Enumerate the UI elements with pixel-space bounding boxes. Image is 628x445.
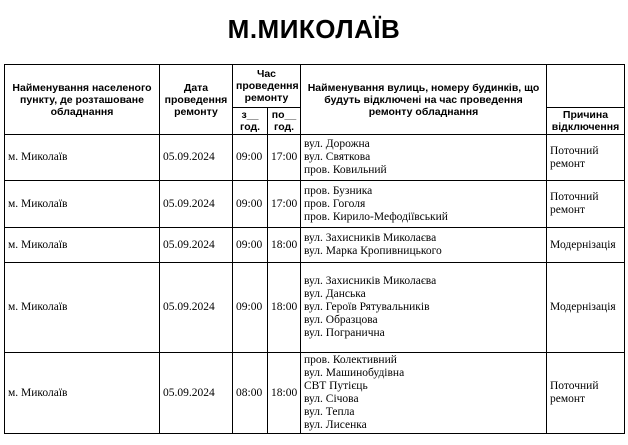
- cell-streets: [301, 263, 547, 353]
- street-item: вул. Захисників Миколаєва: [304, 232, 437, 244]
- header-time: Час проведення ремонту: [233, 65, 301, 108]
- cell-reason: Модернізація: [547, 263, 625, 353]
- street-item: вул. Лисенка: [304, 419, 367, 431]
- cell-reason: Поточний ремонт: [547, 353, 625, 434]
- cell-time-from: 09:00: [233, 228, 268, 263]
- table-row: [5, 181, 625, 228]
- cell-time-from: 09:00: [233, 263, 268, 353]
- street-item: вул. Машинобудівна: [304, 367, 405, 379]
- table-row: [5, 353, 625, 434]
- cell-date: 05.09.2024: [160, 181, 233, 228]
- cell-streets: [301, 135, 547, 181]
- street-item: вул. Дорожна: [304, 138, 370, 150]
- street-item: пров. Гоголя: [304, 197, 366, 210]
- cell-settlement: м. Миколаїв: [5, 263, 160, 353]
- cell-time-from: 09:00: [233, 135, 268, 181]
- street-item: вул. Героїв Рятувальників: [304, 301, 430, 313]
- cell-time-from: 08:00: [233, 353, 268, 434]
- cell-date: 05.09.2024: [160, 263, 233, 353]
- header-reason: Причина відключення: [547, 108, 625, 135]
- cell-reason: Поточний ремонт: [547, 181, 625, 228]
- street-item: вул. Захисників Миколаєва: [304, 275, 437, 287]
- cell-settlement: м. Миколаїв: [5, 353, 160, 434]
- cell-reason: Поточний ремонт: [547, 135, 625, 181]
- cell-streets: [301, 181, 547, 228]
- cell-time-to: 18:00: [268, 353, 301, 434]
- cell-time-from: 09:00: [233, 181, 268, 228]
- header-time-from: з__ год.: [233, 108, 268, 135]
- header-settlement: Найменування населеного пункту, де розташоване обладнання: [5, 65, 160, 135]
- cell-time-to: 17:00: [268, 181, 301, 228]
- cell-settlement: м. Миколаїв: [5, 228, 160, 263]
- street-item: вул. Данська: [304, 288, 366, 300]
- cell-date: 05.09.2024: [160, 228, 233, 263]
- table-row: [5, 228, 625, 263]
- street-item: пров. Бузника: [304, 184, 373, 197]
- header-reason-blank: [547, 65, 625, 108]
- cell-time-to: 18:00: [268, 263, 301, 353]
- header-time-to: по__ год.: [268, 108, 301, 135]
- street-item: СВТ Путієць: [304, 380, 368, 392]
- street-item: вул. Марка Кропивницького: [304, 245, 442, 257]
- header-date: Дата проведення ремонту: [160, 65, 233, 135]
- cell-time-to: 17:00: [268, 135, 301, 181]
- street-item: пров. Колективний: [304, 354, 397, 366]
- outage-schedule-table: [4, 64, 625, 434]
- street-item: вул. Погранична: [304, 327, 385, 339]
- street-item: пров. Ковильний: [304, 164, 387, 176]
- table-row: [5, 135, 625, 181]
- cell-streets: [301, 228, 547, 263]
- cell-date: 05.09.2024: [160, 135, 233, 181]
- cell-time-to: 18:00: [268, 228, 301, 263]
- street-item: вул. Січова: [304, 393, 359, 405]
- table-row: [5, 263, 625, 353]
- street-item: вул. Святкова: [304, 151, 371, 163]
- cell-date: 05.09.2024: [160, 353, 233, 434]
- street-item: вул. Тепла: [304, 406, 355, 418]
- cell-reason: Модернізація: [547, 228, 625, 263]
- cell-settlement: м. Миколаїв: [5, 181, 160, 228]
- cell-streets: [301, 353, 547, 434]
- street-item: вул. Образцова: [304, 314, 378, 326]
- cell-settlement: м. Миколаїв: [5, 135, 160, 181]
- header-streets: Найменування вулиць, номеру будинків, що будуть відключені на час проведення ремонту обладнання: [301, 65, 547, 135]
- street-item: пров. Кирило-Мефодіївський: [304, 210, 448, 223]
- page-title: М.МИКОЛАЇВ: [227, 14, 401, 44]
